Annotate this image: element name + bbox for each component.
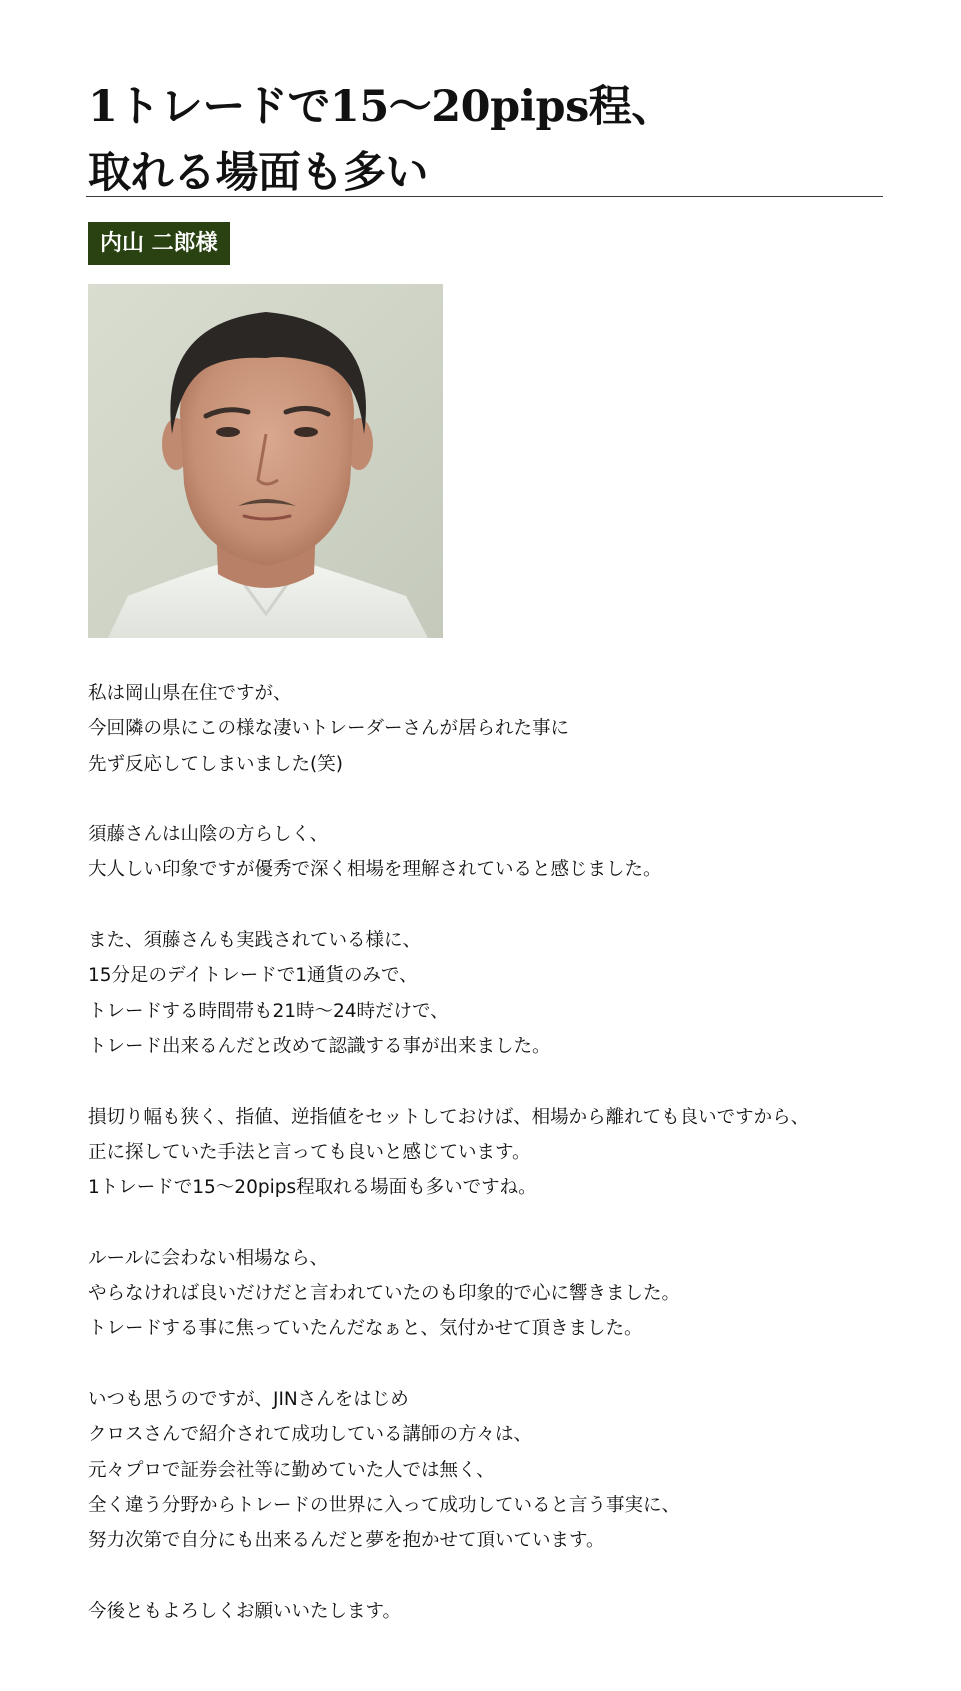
text-line: 私は岡山県在住ですが、 [88, 683, 292, 704]
text-line: クロスさんで紹介されて成功している講師の方々は、 [88, 1424, 533, 1446]
text-line: また、須藤さんも実践されている様に、 [88, 930, 422, 952]
text-line: 損切り幅も狭く、指値、逆指値をセットしておけば、相場から離れても良いですから、 [88, 1106, 810, 1128]
text-line: いつも思うのですが、JINさんをはじめ [88, 1388, 409, 1410]
text-line: 先ず反応してしまいました(笑) [88, 753, 343, 775]
text-line: 元々プロで証券会社等に勤めていた人では無く、 [88, 1459, 495, 1481]
text-line: 15分足のデイトレードで1通貨のみで、 [88, 965, 418, 987]
paragraph [88, 1594, 888, 1629]
paragraph [88, 1241, 888, 1347]
text-line: 今後ともよろしくお願いいたします。 [88, 1600, 402, 1622]
text-line: トレードする時間帯も21時〜24時だけで、 [88, 1000, 449, 1022]
paragraph [88, 1100, 888, 1206]
text-line: 正に探していた手法と言っても良いと感じています。 [88, 1141, 531, 1163]
author-name-badge: 内山 二郎様 [88, 222, 230, 265]
paragraph [88, 1382, 888, 1558]
paragraph [88, 923, 888, 1064]
text-line: やらなければ良いだけだと言われていたのも印象的で心に響きました。 [88, 1283, 681, 1305]
title-line-2: 取れる場面も多い [88, 148, 428, 198]
title-divider [86, 196, 883, 197]
text-line: トレードする事に焦っていたんだなぁと、気付かせて頂きました。 [88, 1318, 643, 1340]
person-portrait-photo-icon [88, 284, 443, 638]
testimonial-title [88, 74, 908, 206]
author-photo [88, 284, 443, 638]
paragraph [88, 817, 888, 888]
paragraph [88, 676, 888, 782]
text-line: 大人しい印象ですが優秀で深く相場を理解されていると感じました。 [88, 859, 662, 881]
text-line: ルールに会わない相場なら、 [88, 1247, 329, 1269]
text-line: 1トレードで15〜20pips程取れる場面も多いですね。 [88, 1177, 537, 1199]
text-line: 努力次第で自分にも出来るんだと夢を抱かせて頂いています。 [88, 1530, 605, 1552]
testimonial-body [88, 676, 888, 1629]
text-line: トレード出来るんだと改めて認識する事が出来ました。 [88, 1035, 551, 1057]
text-line: 須藤さんは山陰の方らしく、 [88, 824, 329, 846]
text-line: 今回隣の県にこの様な凄いトレーダーさんが居られた事に [88, 718, 570, 740]
title-line-1: 1トレードで15〜20pips程、 [88, 82, 674, 132]
text-line: 全く違う分野からトレードの世界に入って成功していると言う事実に、 [88, 1494, 681, 1516]
